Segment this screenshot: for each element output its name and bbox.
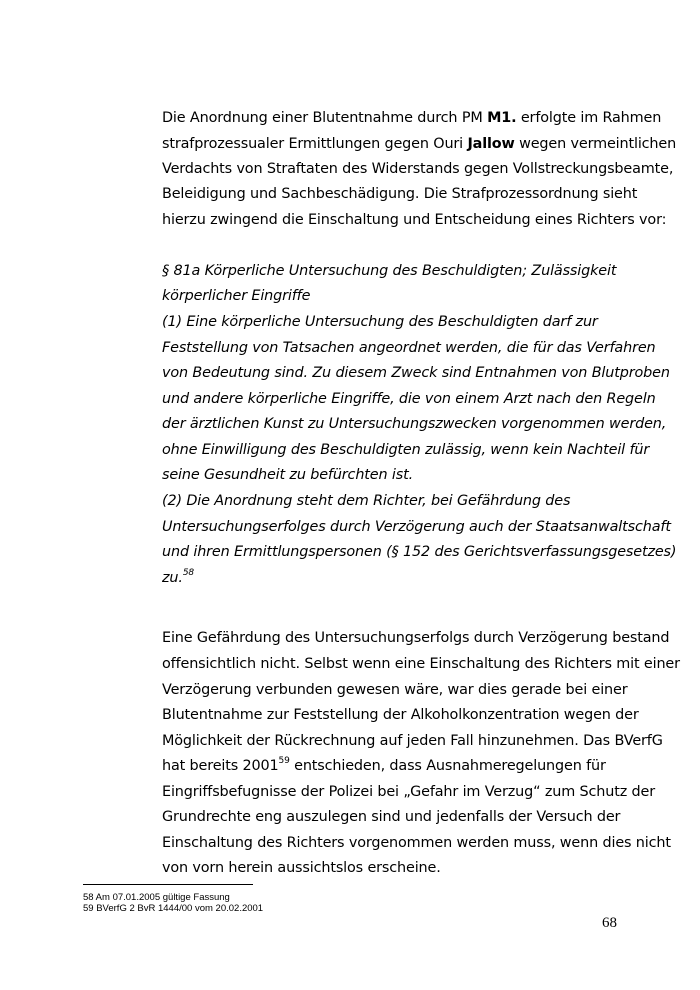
paragraph-1-line-4: Beleidigung und Sachbeschädigung. Die Strafprozessordnung sieht <box>162 186 638 202</box>
quote-line: § 81a Körperliche Untersuchung des Beschuldigten; Zulässigkeit <box>162 263 617 279</box>
quote-line: (2) Die Anordnung steht dem Richter, bei Gefährdung des <box>162 493 571 509</box>
paragraph-1-line-3: Verdachts von Straftaten des Widerstands gegen Vollstreckungsbeamte, <box>162 161 674 177</box>
paragraph-1-line-1 <box>162 109 661 127</box>
quote-line: (1) Eine körperliche Untersuchung des Beschuldigten darf zur <box>162 314 598 330</box>
footnote-59: 59 BVerfG 2 BvR 1444/00 vom 20.02.2001 <box>83 903 264 914</box>
paragraph-2-line: Möglichkeit der Rückrechnung auf jeden Fall hinzunehmen. Das BVerfG <box>162 733 663 749</box>
text-run: Die Anordnung einer Blutentnahme durch PM <box>162 110 488 126</box>
text-run: hat bereits 2001 <box>162 758 279 774</box>
text-run: entschieden, dass Ausnahmeregelungen für <box>289 758 606 774</box>
footnote-58: 58 Am 07.01.2005 gültige Fassung <box>83 892 230 903</box>
paragraph-2-line: Blutentnahme zur Feststellung der Alkoholkonzentration wegen der <box>162 707 639 723</box>
quote-line: seine Gesundheit zu befürchten ist. <box>162 467 413 483</box>
footnote-ref-59[interactable]: 59 <box>278 756 290 766</box>
quote-line: und andere körperliche Eingriffe, die von einem Arzt nach den Regeln <box>162 391 656 407</box>
quote-line: der ärztlichen Kunst zu Untersuchungszwecken vorgenommen werden, <box>162 416 667 432</box>
footnote-separator <box>83 884 253 885</box>
quote-line: und ihren Ermittlungspersonen (§ 152 des Gerichtsverfassungsgesetzes) <box>162 544 677 560</box>
paragraph-2-line: von vorn herein aussichtslos erscheine. <box>162 860 441 876</box>
footnote-ref-58[interactable]: 58 <box>182 568 194 578</box>
paragraph-2-line-with-ref <box>162 757 606 777</box>
page-number: 68 <box>602 915 617 931</box>
quote-line: von Bedeutung sind. Zu diesem Zweck sind Entnahmen von Blutproben <box>162 365 670 381</box>
text-run: erfolgte im Rahmen <box>516 110 662 126</box>
bold-name-jallow: Jallow <box>467 136 515 152</box>
paragraph-2-line: Grundrechte eng auszulegen sind und jedenfalls der Versuch der <box>162 809 621 825</box>
paragraph-2-line: Eine Gefährdung des Untersuchungserfolgs durch Verzögerung bestand <box>162 630 670 646</box>
text-run: zu. <box>162 570 183 586</box>
paragraph-2-line: Verzögerung verbunden gewesen wäre, war dies gerade bei einer <box>162 682 628 698</box>
quote-line: Untersuchungserfolges durch Verzögerung auch der Staatsanwaltschaft <box>162 519 671 535</box>
paragraph-2-line: Einschaltung des Richters vorgenommen werden muss, wenn dies nicht <box>162 835 671 851</box>
text-run: strafprozessualer Ermittlungen gegen Ouri <box>162 136 468 152</box>
quote-line: Feststellung von Tatsachen angeordnet werden, die für das Verfahren <box>162 340 656 356</box>
text-run: wegen vermeintlichen <box>514 136 677 152</box>
paragraph-1-line-2 <box>162 135 676 153</box>
bold-name-m1: M1. <box>487 110 517 126</box>
quote-line: ohne Einwilligung des Beschuldigten zulässig, wenn kein Nachteil für <box>162 442 650 458</box>
quote-line: körperlicher Eingriffe <box>162 288 311 304</box>
paragraph-1-line-5: hierzu zwingend die Einschaltung und Entscheidung eines Richters vor: <box>162 212 667 228</box>
paragraph-2-line: offensichtlich nicht. Selbst wenn eine Einschaltung des Richters mit einer <box>162 656 680 672</box>
paragraph-2-line: Eingriffsbefugnisse der Polizei bei „Gefahr im Verzug“ zum Schutz der <box>162 784 655 800</box>
quote-last-line <box>162 569 194 589</box>
